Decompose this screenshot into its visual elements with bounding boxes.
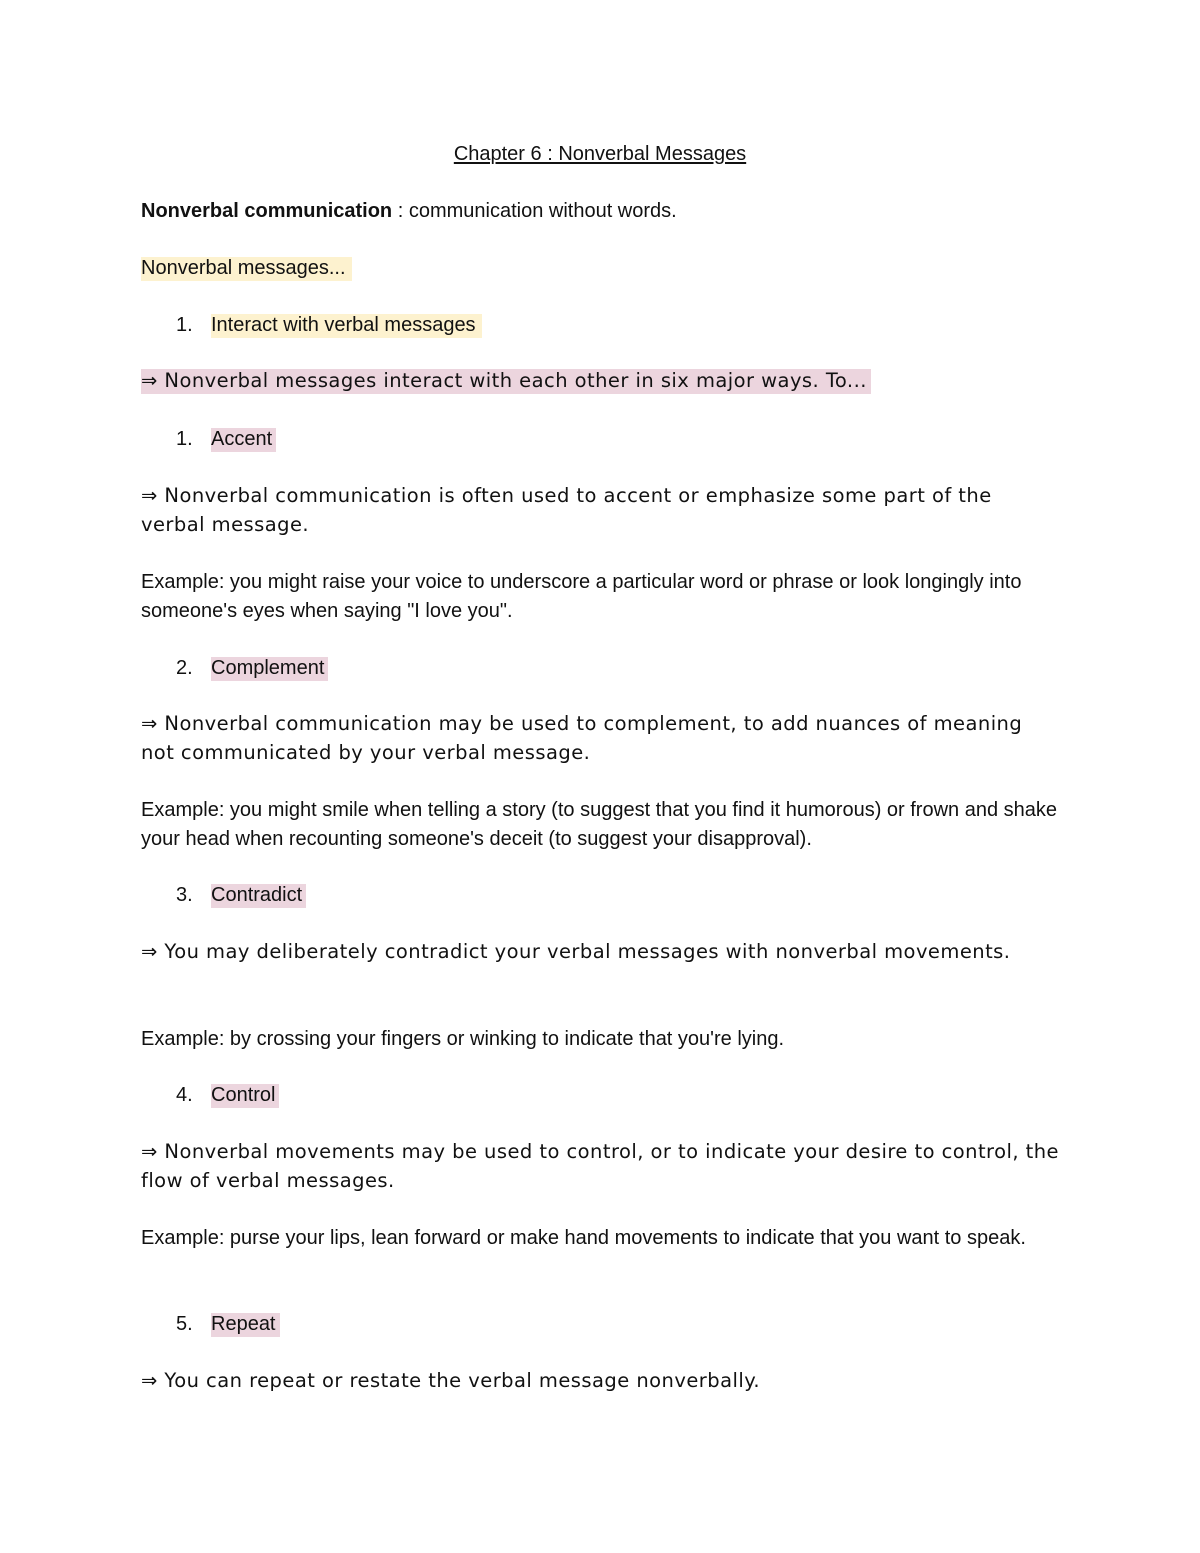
function-explanation: ⇒ Nonverbal movements may be used to control, or to indicate your desire to control, the flow of verbal messages. <box>141 1140 1059 1192</box>
function-heading <box>211 1082 279 1108</box>
ways-lead-highlight: ⇒ Nonverbal messages interact with each other in six major ways. To... <box>141 369 871 394</box>
function-number: 1. <box>176 428 193 450</box>
ways-lead-line <box>141 366 871 395</box>
function-label-complement: Complement <box>211 657 328 681</box>
function-number: 5. <box>176 1313 193 1335</box>
function-explanation: ⇒ Nonverbal communication may be used to complement, to add nuances of meaning not communicated by your verbal message. <box>141 712 1023 764</box>
function-example: Example: you might raise your voice to underscore a particular word or phrase or look longingly into someone's eyes when saying "I love you". <box>141 571 1022 622</box>
function-example: Example: you might smile when telling a story (to suggest that you find it humorous) or frown and shake your head when recounting someone's deceit (to suggest your disapproval). <box>141 799 1058 850</box>
function-heading <box>211 426 276 452</box>
definition-line <box>141 198 677 224</box>
page-title-text: Chapter 6 : Nonverbal Messages <box>453 143 747 165</box>
intro-list-label: Interact with verbal messages <box>211 314 482 338</box>
function-label-control: Control <box>211 1084 279 1108</box>
function-heading <box>211 1311 280 1337</box>
function-label-repeat: Repeat <box>211 1313 280 1337</box>
function-number: 4. <box>176 1084 193 1106</box>
function-number: 2. <box>176 657 193 679</box>
function-label-contradict: Contradict <box>211 884 306 908</box>
function-number: 3. <box>176 884 193 906</box>
definition-text: : communication without words. <box>392 200 677 222</box>
function-example: Example: by crossing your fingers or winking to indicate that you're lying. <box>141 1028 785 1050</box>
definition-term: Nonverbal communication <box>141 200 393 222</box>
intro-line <box>141 255 352 281</box>
intro-list-number: 1. <box>176 314 193 336</box>
function-explanation: ⇒ Nonverbal communication is often used to accent or emphasize some part of the verbal message. <box>141 484 992 536</box>
function-label-accent: Accent <box>211 428 276 452</box>
function-heading <box>211 655 328 681</box>
page-title <box>0 141 1200 167</box>
function-explanation: ⇒ You may deliberately contradict your verbal messages with nonverbal movements. <box>141 940 1011 963</box>
intro-highlight: Nonverbal messages... <box>141 257 352 281</box>
function-example: Example: purse your lips, lean forward or make hand movements to indicate that you want to speak. <box>141 1227 1026 1249</box>
function-heading <box>211 882 306 908</box>
intro-list-item <box>211 312 482 338</box>
function-explanation: ⇒ You can repeat or restate the verbal message nonverbally. <box>141 1369 761 1392</box>
